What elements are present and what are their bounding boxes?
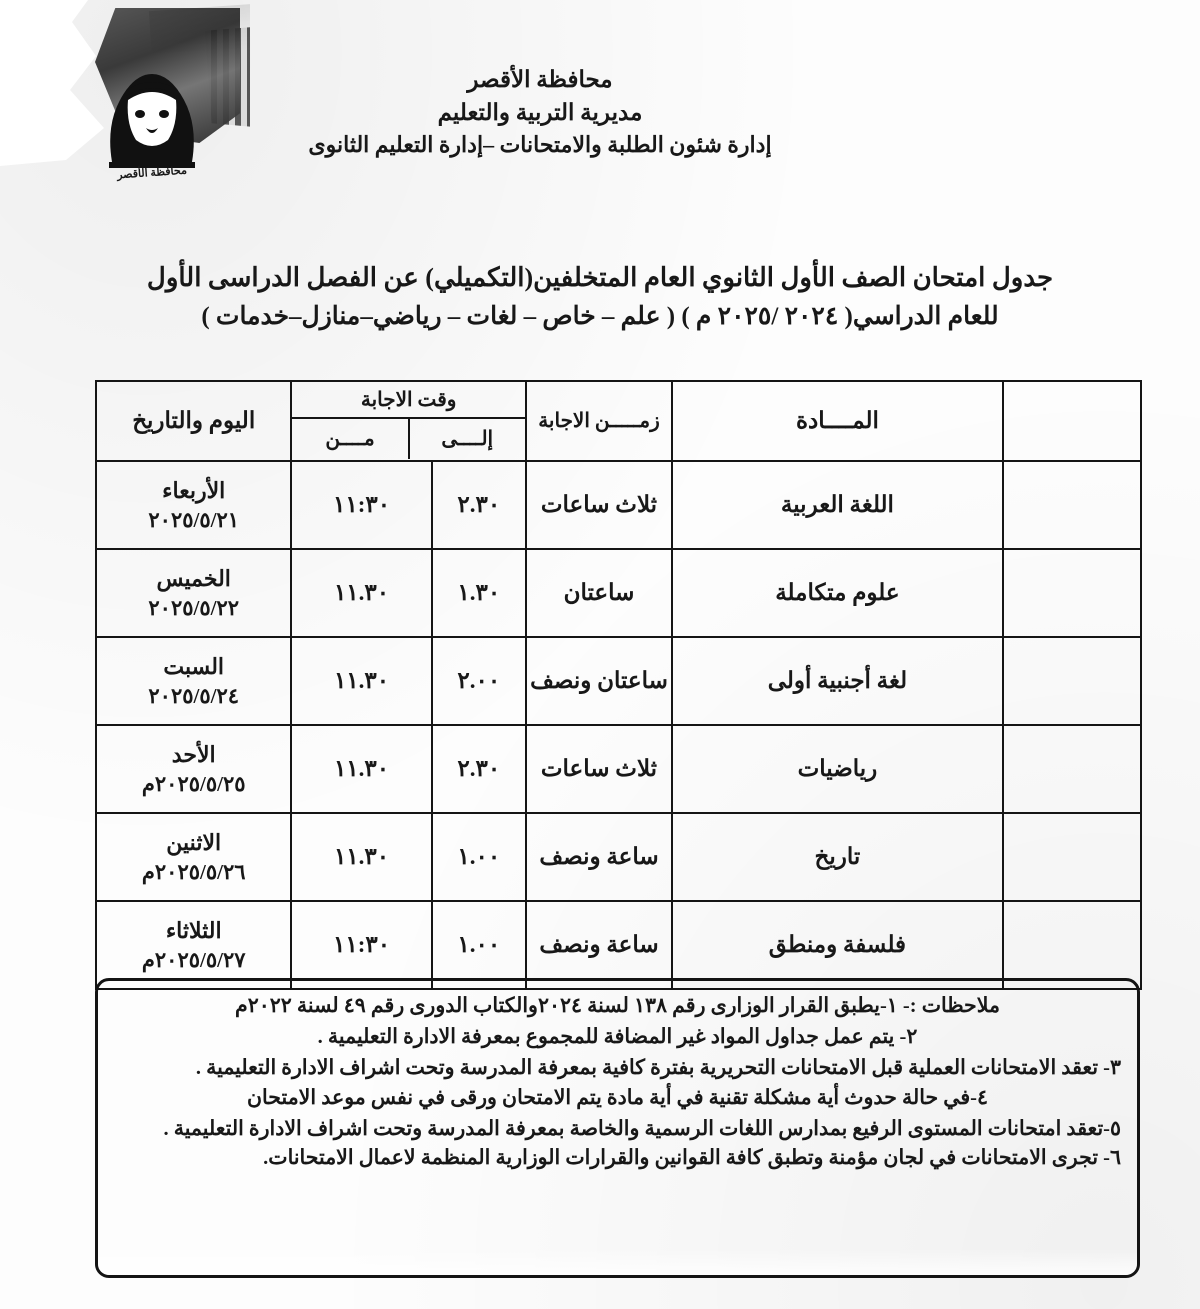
pharaoh-head-emblem <box>82 66 222 186</box>
page-title <box>70 258 1130 337</box>
header-duration: زمـــــن الاجابة <box>526 381 672 461</box>
cell-time-from: ١١.٣٠ <box>291 637 431 725</box>
cell-day-name: الخميس <box>156 565 231 591</box>
header-line-department: إدارة شئون الطلبة والامتحانات –إدارة التعليم الثانوى <box>308 132 772 158</box>
header-authority-text <box>280 64 800 161</box>
cell-blank <box>1003 813 1141 901</box>
cell-blank <box>1003 901 1141 989</box>
table-head <box>96 381 1141 461</box>
cell-time-from: ١١.٣٠ <box>291 549 431 637</box>
cell-time-from: ١١:٣٠ <box>291 901 431 989</box>
header-blank <box>1003 381 1141 461</box>
cell-day-name: الثلاثاء <box>165 917 222 943</box>
cell-day-name: الأربعاء <box>162 477 226 503</box>
cell-date: ٢٠٢٥/٥/٢٥م <box>141 771 246 796</box>
table-header-row <box>96 381 1141 461</box>
table-row <box>96 725 1141 813</box>
cell-time-from: ١١:٣٠ <box>291 461 431 549</box>
ink-fade-overlay <box>98 1249 1137 1275</box>
cell-day-name: الأحد <box>171 741 216 767</box>
note-item: ملاحظات :- ١-يطبق القرار الوزارى رقم ١٣٨ لسنة ٢٠٢٤والكتاب الدورى رقم ٤٩ لسنة ٢٠٢٢م <box>235 995 1000 1017</box>
note-item: ٥-تعقد امتحانات المستوى الرفيع بمدارس اللغات الرسمية والخاصة بمعرفة المدرسة وتحت اشراف الادارة التعليمية . <box>163 1118 1121 1140</box>
header-answer-time-group <box>291 381 525 461</box>
header-subject: المــــادة <box>672 381 1003 461</box>
cell-subject: تاريخ <box>672 813 1003 901</box>
header-line-directorate: مديرية التربية والتعليم <box>437 99 643 125</box>
cell-date: ٢٠٢٥/٥/٢٦م <box>141 859 246 884</box>
header-day-date: اليوم والتاريخ <box>96 381 291 461</box>
cell-date: ٢٠٢٥/٥/٢١ <box>148 507 240 532</box>
cell-time-to: ١.٠٠ <box>432 813 526 901</box>
title-line-2: للعام الدراسي( ٢٠٢٤ /٢٠٢٥ م ) ( علم – خاص – لغات – رياضي–منازل–خدمات ) <box>201 303 999 330</box>
header-time-from: مــــن <box>325 428 375 450</box>
cell-time-to: ٢.٣٠ <box>432 725 526 813</box>
cell-day-date <box>96 901 291 989</box>
cell-time-to: ١.٣٠ <box>432 549 526 637</box>
note-item: ٦- تجرى الامتحانات في لجان مؤمنة وتطبق كافة القوانين والقرارات الوزارية المنظمة لاعمال الامتحانات. <box>263 1146 1121 1169</box>
note-item: ٣- تعقد الامتحانات العملية قبل الامتحانات التحريرية بفترة كافية بمعرفة المدرسة وتحت اشراف الادارة التعليمية . <box>195 1056 1121 1079</box>
cell-time-to: ٢.٠٠ <box>432 637 526 725</box>
cell-time-from: ١١.٣٠ <box>291 813 431 901</box>
cell-duration: ساعتان <box>526 549 672 637</box>
table-row <box>96 549 1141 637</box>
cell-duration: ساعتان ونصف <box>526 637 672 725</box>
cell-day-date <box>96 637 291 725</box>
table-row <box>96 461 1141 549</box>
cell-day-date <box>96 461 291 549</box>
cell-time-from: ١١.٣٠ <box>291 725 431 813</box>
cell-blank <box>1003 725 1141 813</box>
pharaoh-head-icon <box>82 66 222 170</box>
cell-subject: لغة أجنبية أولى <box>672 637 1003 725</box>
cell-day-date <box>96 549 291 637</box>
cell-duration: ثلاث ساعات <box>526 725 672 813</box>
cell-subject: اللغة العربية <box>672 461 1003 549</box>
emblem-caption: محافظة الأقصر <box>116 164 188 182</box>
cell-date: ٢٠٢٥/٥/٢٤ <box>148 683 240 708</box>
cell-blank <box>1003 637 1141 725</box>
header-line-governorate: محافظة الأقصر <box>467 67 613 92</box>
table-row <box>96 901 1141 989</box>
note-item: ٤-في حالة حدوث أية مشكلة تقنية في أية مادة يتم الامتحان ورقى في نفس موعد الامتحان <box>246 1087 989 1110</box>
table-row <box>96 637 1141 725</box>
cell-date: ٢٠٢٥/٥/٢٧م <box>141 947 246 972</box>
cell-blank <box>1003 461 1141 549</box>
cell-subject: فلسفة ومنطق <box>672 901 1003 989</box>
cell-time-to: ٢.٣٠ <box>432 461 526 549</box>
cell-duration: ساعة ونصف <box>526 813 672 901</box>
cell-time-to: ١.٠٠ <box>432 901 526 989</box>
cell-subject: علوم متكاملة <box>672 549 1003 637</box>
table-body <box>96 461 1141 989</box>
cell-blank <box>1003 549 1141 637</box>
document-header <box>0 56 1200 186</box>
header-time-to: إلــــى <box>408 419 525 459</box>
exam-schedule-table-wrapper <box>95 380 1142 990</box>
cell-date: ٢٠٢٥/٥/٢٢ <box>148 595 240 620</box>
table-row <box>96 813 1141 901</box>
cell-day-name: الاثنين <box>166 829 222 855</box>
cell-day-name: السبت <box>163 653 225 679</box>
exam-schedule-table <box>95 380 1142 990</box>
notes-box <box>95 978 1140 1278</box>
cell-day-date <box>96 813 291 901</box>
cell-subject: رياضيات <box>672 725 1003 813</box>
cell-duration: ساعة ونصف <box>526 901 672 989</box>
header-answer-time: وقت الاجابة <box>292 383 524 419</box>
cell-day-date <box>96 725 291 813</box>
note-item: ٢- يتم عمل جداول المواد غير المضافة للمجموع بمعرفة الادارة التعليمية . <box>317 1025 918 1048</box>
cell-duration: ثلاث ساعات <box>526 461 672 549</box>
title-line-1: جدول امتحان الصف الأول الثانوي العام المتخلفين(التكميلي) عن الفصل الدراسى الأول <box>146 263 1054 292</box>
